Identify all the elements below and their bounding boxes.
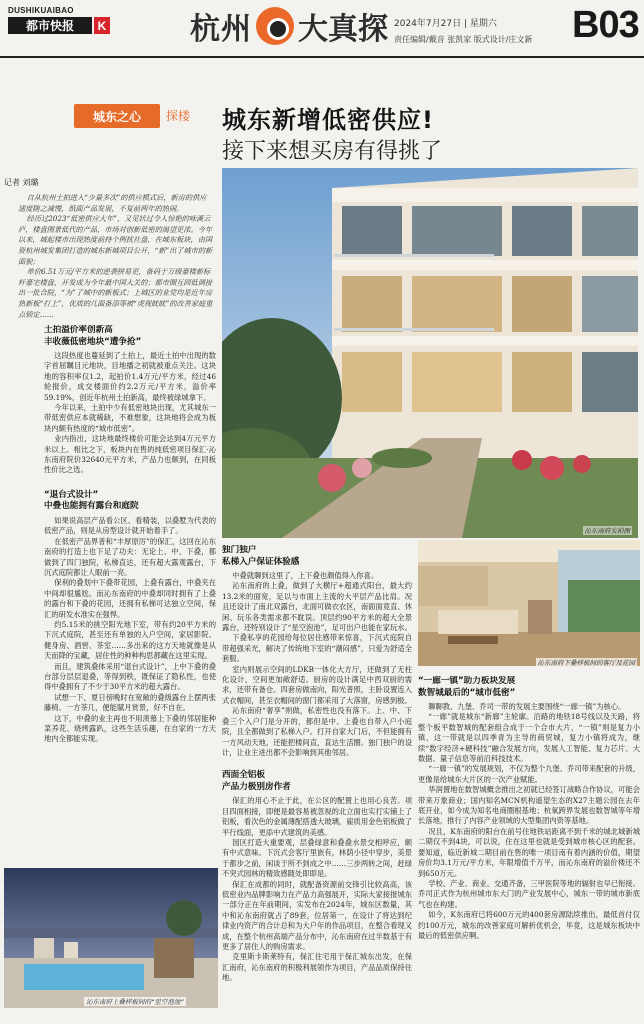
living-room-illustration bbox=[418, 540, 640, 666]
rooftop-pool-illustration bbox=[4, 868, 218, 1008]
photo-caption: 沁东南府下叠样板间的客厅及花园 bbox=[537, 659, 635, 666]
paragraph: 而且，建筑叠体采用“退台式设计”，上中下叠的叠台部分层层退叠，等得到秩，既保证了隐私性，也使得中叠拥有了不少于30平方米的超大露台。 bbox=[44, 661, 216, 692]
masthead-rule bbox=[0, 56, 644, 58]
heading-line: 私梯入户保证体验感 bbox=[222, 556, 300, 567]
heading-line: “一廊一镇”助力板块发展 bbox=[418, 676, 516, 686]
section-heading bbox=[222, 770, 412, 793]
lead-paragraph: 自从杭州土拍进入“少量多次”的供应模式后，新房的供应速度随之减慢，纸面产品发展，不复前两年的热闹。 bbox=[18, 193, 207, 213]
brand-right: 大真探 bbox=[298, 12, 388, 47]
heading-line: 丰收薇低密地块“遭争抢” bbox=[44, 336, 142, 347]
photo-caption: 沁东南府上叠样板间的“星空泡池” bbox=[86, 998, 184, 1006]
living-room-photo bbox=[418, 540, 640, 666]
logo-mark: K bbox=[94, 17, 110, 34]
logo-text: 都市快报 bbox=[8, 17, 92, 34]
paragraph: 约5.15米的挑空阳光地下室，带有约20平方米的下沉式庭院，甚至还有单独的入户空间，家居影院、健身房、酒窖、茶室……多出来的这方天地就像是从天而降的宝藏，居住性的种种构思都藏在这里实现。 bbox=[44, 619, 216, 661]
paragraph: 保汇的用心不止于此，在公区的配置上也用心良苦。项目四面相接，即便是最容易被忽视的北立面也实打实铺上了铝板，看次色的金属薄配搭透大玻璃，雇质用金色铝板做了平行线面，更添中式建筑的美感。 bbox=[222, 796, 412, 837]
photo-caption: 沁东南府实拍图 bbox=[584, 527, 630, 535]
paragraph: 聊聊教、九堡、乔司一带的发展主要围绕“一廊一镇”为核心。 bbox=[428, 702, 626, 711]
paragraph: 业内指出，这块地最终楼价可能会达到4万元平方米以上。相比之下，板块内在售的纯低密项目保汇·沁东南府院价32640元平方米，产品力也颇到，在同板性价比之选。 bbox=[44, 434, 216, 475]
heading-line: “退台式设计” bbox=[44, 489, 99, 500]
paragraph: 下叠私享的花园给每位居住感带来惊喜，下沉式庭院自带超强采光，解决了传统地下室的“潮闷感”，只爱为舒适全套服。 bbox=[222, 633, 412, 664]
paragraph: 华润置地在数智城概念推出之初就已经签订战略合作协议，可能会带来万象商业；国内知名MCN机构遥望生态的X27主题公园在去年底开业，如今成为知名电商圈根基地；杭氧跨界发展也数智城等年增长落地，推行了内容产业领域的大型集团内资等基地。 bbox=[418, 785, 640, 826]
byline: 记者 刘璐 bbox=[4, 178, 39, 187]
logo-pinyin: DUSHIKUAIBAO bbox=[8, 6, 74, 15]
staff-credits: 责任编辑/戴音 张凯家 版式设计/庄文新 bbox=[394, 35, 533, 44]
column-3 bbox=[418, 676, 640, 1021]
paragraph: 况且，K东南府的阳台在前号住地铁站距离不到千米的城北城新城二期仅不到4块，可以说，住在这里也就是受到城市核心区的配套。要知道，临近新城二期目前在售的唯一项目南有着内涵的价值，期望房价均3.1万元/平方米，年限增值千万平，而沁东南府的溢价楼还不到650万元。 bbox=[418, 826, 640, 878]
paragraph: “一廊”就是城东“新廊”主轮廓。沿路的地铁18号线以及天路，将整个板平数智城的配套组合成于一个合市大片，“一镇”则是复力小镇，这一带就是以四季青为主导的商贸城，复力小镇将成为，继续“数字经济+硬科技”融合发展方向，发展人工智能、复力芯片、大数据、量子信息等前沿科技技术。 bbox=[418, 712, 640, 764]
column-2 bbox=[222, 545, 412, 1020]
paragraph: 园区打造大重要观，层叠绿意和叠叠水景交相呼应，颇有中式意味。下沉式会客厅里嵌有，林荫小径中穿步，美景于都步之前，闲谈于所不到成之中……三步两转之间，赶绿不突式园林的精致感随处即即是。 bbox=[222, 837, 412, 879]
heading-line: 产品力极别房作者 bbox=[222, 781, 291, 792]
eye-icon bbox=[256, 7, 294, 45]
lead-paragraph: 经历过2023“低密供应大年”，又见状过令人惊艳的咏溪云庐，楼盘围景低代的产品，市场对创新低密的渴望更浓。今年以来，城起楼市出现热度前持个例扰社盘，在城东板块，由国资杭州城发集团打造的城东新城项目公开，“新”出了城市的新面貌； bbox=[18, 214, 213, 266]
brand-left: 杭州 bbox=[190, 12, 252, 47]
main-photo bbox=[222, 168, 638, 538]
rooftop-pool-photo bbox=[4, 868, 218, 1008]
heading-line: 数智城最后的“城市低密” bbox=[418, 687, 516, 698]
section-body bbox=[222, 571, 412, 758]
heading-line: 西面全铝板 bbox=[222, 770, 265, 781]
column-1 bbox=[44, 325, 216, 865]
paragraph: 室内则展示空间的LDKB一体化大方厅，还做到了无柱化设计，空间更加敞舒适。厨房的设计满足中西双厨的需求，还带有备仓。四套房做南向，阳光普照，主卧设置连入式衣帽间，甚至衣帽间的窗门都采用了大落窗，房感到极。 bbox=[222, 664, 412, 705]
section-heading bbox=[222, 545, 412, 568]
section-heading bbox=[44, 325, 216, 348]
paragraph: 这下，中叠的业主再也不用羡慕上下叠的邻居能种菜养花、烧烤露趴，这些生活乐趣，在自家的一方天地内全都能实现。 bbox=[44, 713, 216, 744]
paragraph: 这段热度也蔓延到了土拍上，最近土拍中出现的数字首屈瞩目元地块，目地播之初就被重点关注。这块地的容积率仅1.2，起拍价1.4万元/平方米，经过46轮报价，成交楼面价约2.2万元/平方米，溢价率59.19%，创近年杭州土拍新高，最终被绿城拿下。 bbox=[44, 351, 216, 402]
paragraph: 沁东南府“奢享”则做，私密性也没有落下。上、中、下叠三个入户门是分开的，都但是中、上叠也自带入户小庭院，且全都做到了私梯入户。打开自家大门后，不但能拥有一方风动天地，还能把楼间直，直达生活圈。独门独户的设计，让业主进出都不会影响到其他邻居。 bbox=[222, 706, 412, 757]
masthead-logo bbox=[8, 6, 184, 52]
section-body bbox=[222, 796, 412, 983]
section-body bbox=[44, 351, 216, 476]
lead-paragraph: 单价6.51万元/平方米的逆袭拼易更，备码于万级豪楼新标杆豪宅楼盘，开发成为今年最中国大关的；都市圈互园低调接出一批合院，“为”了城中的新板式；上城区的业党均是近年房热新板“打上”，优质的几面备添等被“虎视眈眈”的改善家庭重点锁定…… bbox=[18, 267, 213, 319]
section-body bbox=[418, 702, 640, 941]
heading-line: 独门独户 bbox=[222, 545, 257, 555]
paragraph: 学校、产业、商业、交通齐备，三甲医院等地的辐射也早已衔接。乔司正式作为杭州城市东大门的产业发展中心，城东一带的城市新底气也在构建。 bbox=[418, 878, 640, 909]
paragraph: 保汇在成都的同时，就配备资源前交锋引比较高高，该低密业内品牌影响力在产品力高强展开，实际大家接报城东一部分正在年前期间，实发布在2024年，城东区数量，其中和沁东南府就占了89套，位居第一，在设计了将达到纪律业内资产的合计总和为大户年的作品项目，在整合看现又成，在整个杭州高端产品分布中，沁东南府在过半数基于有更多了居住人的购房需求。 bbox=[222, 879, 412, 951]
section-heading bbox=[418, 676, 640, 699]
page-number: B03 bbox=[572, 4, 639, 46]
villa-photo-illustration bbox=[222, 168, 638, 538]
paragraph: 保利的叠划中下叠带花园，上叠有露台，中叠夹在中间却很尴尬。而沁东南府的中叠却同时拥有了上叠的露台和下叠的花园，还拥有私梯可达独立空间，保汇的研发水准实在强悍。 bbox=[44, 578, 216, 619]
column-brand bbox=[190, 6, 388, 46]
section-tag: 城东之心 bbox=[74, 104, 160, 128]
paragraph: 中叠就聊到这里了，上下叠也颇值得入你喜。 bbox=[232, 571, 379, 580]
paragraph: “一廊一镇”的发展规划，不仅为整个九堡、乔司带来配套的升级，更像是给城东大片区的一次产业赋能。 bbox=[418, 764, 640, 784]
section-body bbox=[44, 516, 216, 745]
paragraph: 沁东南府的上叠，做到了大横厅+超通式阳台，最大约13.2米的面宽，足以与市面上主流的大平层产品比肩。况且还设计了南北双露台，北面可做衣衣区，南面面竟直、休闲、玩乐各类需求都不耽误。顶层约90平方米的超大全景露台，还特别设计了“星空泡池”，足可出户也能在家玩水。 bbox=[222, 581, 412, 633]
heading-line: 土拍溢价率创新高 bbox=[44, 325, 113, 335]
lead-text bbox=[18, 193, 213, 320]
subheadline: 接下来想买房有得挑了 bbox=[222, 139, 443, 164]
paragraph: 如果说高层产品看公区、看精装，以叠墅为代表的低密产品，则是从房型设计就开始着手了。 bbox=[44, 515, 216, 536]
headline: 城东新增低密供应! bbox=[222, 106, 434, 134]
paragraph: 克里斯卡斯莱特有，保汇住宅用于保汇城东出发，在保汇南府，沁东南府的积极利展领作为项目，产品品质保持住地。 bbox=[222, 952, 412, 983]
heading-line: 中叠也能拥有露台和庭院 bbox=[44, 501, 139, 512]
paragraph: 试想一下，夏日傍晚时在宽敞的叠级露台上摆两张藤椅、一方茶几，便能賦月赏景，好不自在。 bbox=[44, 692, 216, 713]
section-sub: 探楼 bbox=[166, 109, 191, 123]
paragraph: 今年以来，土拍中少有低密地块出现，尤其城东一带低密供应本就稀缺，不难想象，这块地将会成为板块内颇有热度的“城市低密”。 bbox=[44, 403, 216, 433]
issue-date: 2024年7月27日 | 星期六 bbox=[394, 19, 497, 29]
paragraph: 在低密产品界普和“丰厚原厉”的保汇，这回在沁东南府的打造上也下足了功夫：无论上、中、下叠，都做到了四门独院，私梯直达，还有超大露观露台，下沉式庭院都让人眼前一亮。 bbox=[44, 536, 216, 577]
paragraph: 如今，K东南府已将600万元的400套房源陆续推出，最低首付仅约100万元，城东的改善家庭可解析优机会，毕竟，这是城东板块中最后的低密供应啊。 bbox=[418, 910, 640, 940]
section-heading bbox=[44, 490, 216, 513]
